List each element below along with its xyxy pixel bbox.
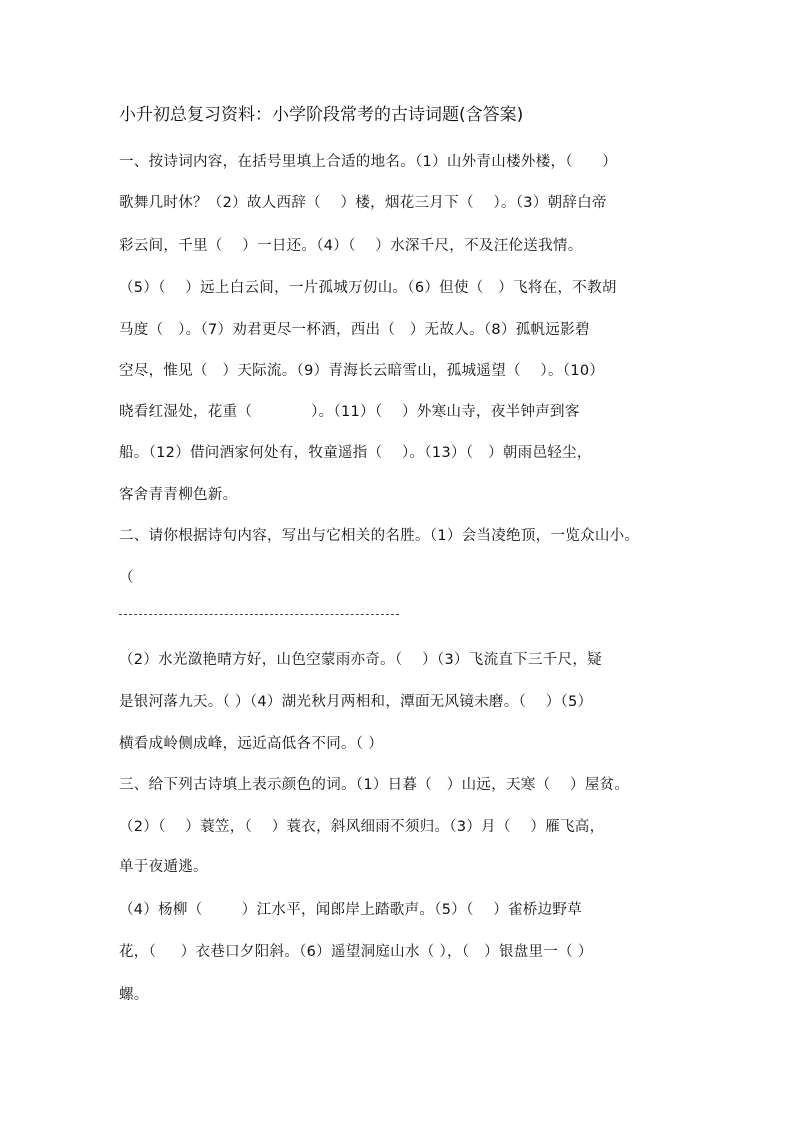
text-line: 一、按诗词内容，在括号里填上合适的地名。（1）山外青山楼外楼，（ ） [119, 154, 618, 170]
text-line: 三、给下列古诗填上表示颜色的词。（1）日暮（ ）山远，天寒（ ）屋贫。 [119, 777, 630, 793]
text-line: 二、请你根据诗句内容，写出与它相关的名胜。（1）会当凌绝顶，一览众山小。 [119, 528, 640, 544]
text-line: 花，（ ）衣巷口夕阳斜。（6）遥望洞庭山水（ ），（ ）银盘里一（ ） [119, 944, 593, 960]
text-line: 空尽，惟见（ ）天际流。（9）青海长云暗雪山，孤城遥望（ ）。（10） [119, 363, 605, 379]
text-line: 客舍青青柳色新。 [119, 487, 238, 503]
text-line: 船。（12）借问酒家何处有，牧童遥指（ ）。（13）（ ）朝雨邑轻尘， [119, 445, 592, 461]
text-line: （2）（ ）蓑笠，（ ）蓑衣，斜风细雨不须归。（3）月（ ）雁飞高， [119, 819, 605, 835]
text-line: 歌舞几时休？（2）故人西辞（ ）楼，烟花三月下（ ）。（3）朝辞白帝 [119, 195, 607, 211]
text-line: 螺。 [119, 987, 149, 1003]
answer-dashed-line [119, 614, 399, 615]
text-line: 是银河落九天。（ ）（4）湖光秋月两相和，潭面无风镜未磨。（ ）（5） [119, 694, 593, 710]
text-line: （4）杨柳（ ）江水平，闻郎岸上踏歌声。（5）（ ）雀桥边野草 [119, 902, 583, 918]
text-line: 彩云间，千里（ ）一日还。（4）（ ）水深千尺，不及汪伦送我情。 [119, 238, 583, 254]
text-line: 晓看红湿处，花重（ ）。（11）（ ）外寒山寺，夜半钟声到客 [119, 404, 580, 420]
text-line: （5）（ ）远上白云间，一片孤城万仞山。（6）但使（ ）飞将在，不教胡 [119, 280, 617, 296]
document-title: 小升初总复习资料：小学阶段常考的古诗词题(含答案) [119, 105, 524, 125]
text-line: 横看成岭侧成峰，远近高低各不同。（ ） [119, 736, 384, 752]
text-line: 单于夜遁逃。 [119, 859, 208, 875]
text-line: （2）水光潋艳晴方好，山色空蒙雨亦奇。（ ）（3）飞流直下三千尺，疑 [119, 652, 602, 668]
text-line: （ [119, 570, 134, 586]
text-line: 马度（ ）。（7）劝君更尽一杯酒，西出（ ）无故人。（8）孤帆远影碧 [119, 322, 590, 338]
